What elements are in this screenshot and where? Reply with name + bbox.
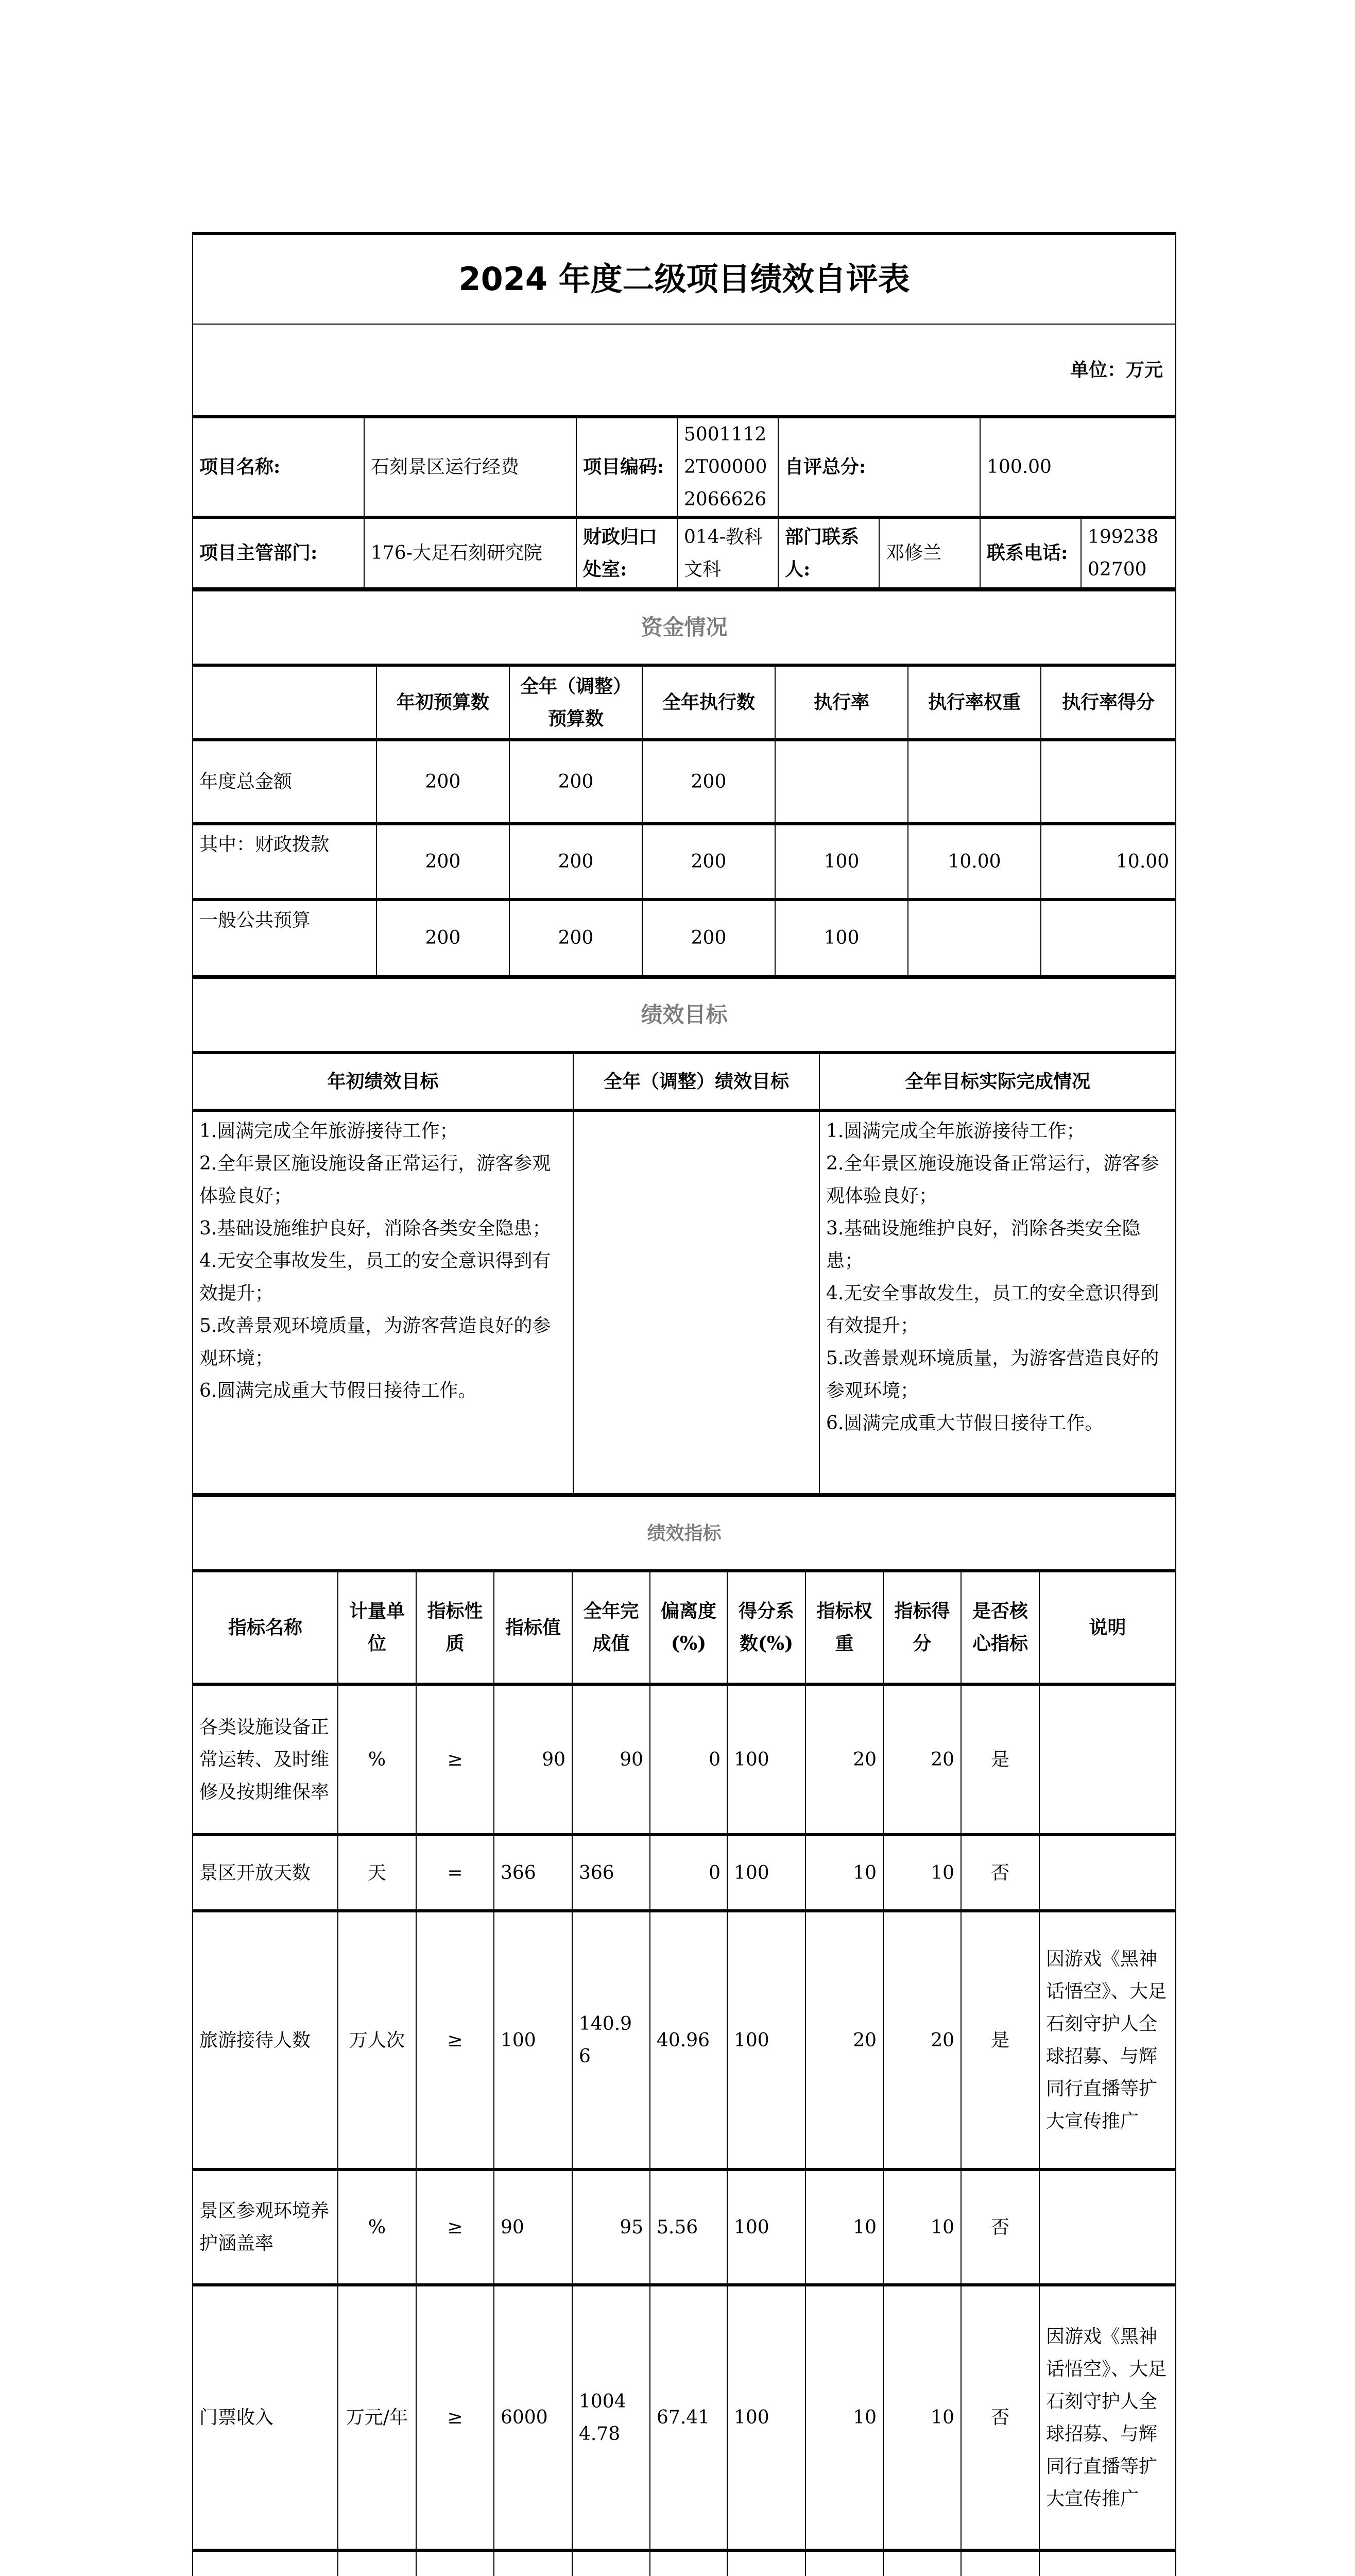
funds-adjusted: 200 <box>509 740 642 824</box>
funds-adjusted: 200 <box>509 824 642 900</box>
ind-name: 门票收入 <box>193 2285 338 2550</box>
project-code-label: 项目编码: <box>576 417 677 517</box>
ind-name: 各类设施设备正常运转、及时维修及按期维保率 <box>193 1684 338 1835</box>
ind-weight: 10 <box>805 2170 883 2285</box>
goal-item: 2.全年景区施设施设备正常运行，游客参观体验良好； <box>826 1153 1159 1207</box>
ind-weight: 20 <box>805 1684 883 1835</box>
ind-unit: 万元/年 <box>338 2285 416 2550</box>
ind-unit: % <box>338 1684 416 1835</box>
finance-office-value: 014-教科文科 <box>677 517 778 588</box>
funds-row-label: 年度总金额 <box>193 740 376 824</box>
ind-header-nature: 指标性质 <box>416 1571 494 1684</box>
ind-score: 10 <box>883 2170 961 2285</box>
goals-adjusted-list <box>573 1110 819 1494</box>
goal-item: 5.改善景观环境质量，为游客营造良好的参观环境； <box>826 1348 1159 1401</box>
ind-note <box>1039 1684 1176 1835</box>
funds-executed: 200 <box>642 900 775 975</box>
goals-header-adjusted: 全年（调整）绩效目标 <box>573 1053 819 1110</box>
goal-item: 6.圆满完成重大节假日接待工作。 <box>199 1380 477 1401</box>
performance-self-evaluation-form <box>192 232 1175 2576</box>
goal-item: 5.改善景观环境质量，为游客营造良好的参观环境； <box>199 1315 551 1369</box>
project-name-label: 项目名称: <box>193 417 364 517</box>
funds-initial: 200 <box>376 824 509 900</box>
project-name-value: 石刻景区运行经费 <box>364 417 576 517</box>
funds-row-label: 一般公共预算 <box>193 900 376 975</box>
ind-coef: 100 <box>727 2285 805 2550</box>
funds-initial: 200 <box>376 740 509 824</box>
indicator-row <box>193 1684 1176 1835</box>
dept-value: 176-大足石刻研究院 <box>364 517 576 588</box>
goal-item: 4.无安全事故发生，员工的安全意识得到有效提升； <box>199 1250 551 1304</box>
funds-rate <box>775 740 908 824</box>
unit-label: 单位：万元 <box>193 324 1176 417</box>
phone-value: 19923802700 <box>1081 517 1176 588</box>
ind-header-core: 是否核心指标 <box>961 1571 1039 1684</box>
indicator-row <box>193 2285 1176 2550</box>
goals-actual-list <box>819 1110 1176 1494</box>
goals-header-actual: 全年目标实际完成情况 <box>819 1053 1176 1110</box>
project-code-value: 50011122T000002066626 <box>677 417 778 517</box>
funds-row-label: 其中：财政拨款 <box>193 824 376 900</box>
ind-coef <box>727 2550 805 2576</box>
ind-note <box>1039 1835 1176 1911</box>
funds-weight <box>908 900 1041 975</box>
ind-deviation: 0 <box>650 1684 727 1835</box>
dept-label: 项目主管部门: <box>193 517 364 588</box>
funds-section-title: 资金情况 <box>193 590 1176 665</box>
header-table <box>192 232 1176 588</box>
funds-header-weight: 执行率权重 <box>908 665 1041 740</box>
ind-deviation: 5.56 <box>650 2170 727 2285</box>
ind-actual <box>572 2550 650 2576</box>
ind-header-coef: 得分系数(%) <box>727 1571 805 1684</box>
ind-deviation: 40.96 <box>650 1911 727 2170</box>
ind-deviation <box>650 2550 727 2576</box>
ind-coef: 100 <box>727 1911 805 2170</box>
ind-unit: 万人次 <box>338 1911 416 2170</box>
ind-core: 否 <box>961 2285 1039 2550</box>
contact-value: 邓修兰 <box>879 517 980 588</box>
ind-target: 90 <box>494 1684 572 1835</box>
funds-table <box>192 588 1176 976</box>
ind-score: 10 <box>883 2285 961 2550</box>
funds-header-score: 执行率得分 <box>1041 665 1176 740</box>
ind-deviation: 0 <box>650 1835 727 1911</box>
ind-header-target: 指标值 <box>494 1571 572 1684</box>
ind-target <box>494 2550 572 2576</box>
ind-nature: ≥ <box>416 2285 494 2550</box>
goals-section-title: 绩效目标 <box>193 977 1176 1053</box>
ind-deviation: 67.41 <box>650 2285 727 2550</box>
funds-executed: 200 <box>642 824 775 900</box>
ind-target: 366 <box>494 1835 572 1911</box>
ind-note <box>1039 2550 1176 2576</box>
funds-rate: 100 <box>775 900 908 975</box>
funds-row <box>193 900 1176 975</box>
ind-core: 是 <box>961 1911 1039 2170</box>
ind-note <box>1039 2170 1176 2285</box>
goal-item: 6.圆满完成重大节假日接待工作。 <box>826 1413 1104 1434</box>
goals-initial-list <box>193 1110 573 1494</box>
ind-nature: ≥ <box>416 2170 494 2285</box>
ind-nature <box>416 2550 494 2576</box>
goals-header-initial: 年初绩效目标 <box>193 1053 573 1110</box>
ind-score <box>883 2550 961 2576</box>
funds-adjusted: 200 <box>509 900 642 975</box>
ind-core: 否 <box>961 2170 1039 2285</box>
ind-score: 10 <box>883 1835 961 1911</box>
page-title: 2024 年度二级项目绩效自评表 <box>193 233 1176 324</box>
ind-target: 6000 <box>494 2285 572 2550</box>
funds-initial: 200 <box>376 900 509 975</box>
indicator-row <box>193 2550 1176 2576</box>
ind-header-score: 指标得分 <box>883 1571 961 1684</box>
ind-score: 20 <box>883 1911 961 2170</box>
funds-weight <box>908 740 1041 824</box>
ind-note: 因游戏《黑神话悟空》、大足石刻守护人全球招募、与辉同行直播等扩大宣传推广 <box>1039 1911 1176 2170</box>
funds-header-rate: 执行率 <box>775 665 908 740</box>
ind-header-name: 指标名称 <box>193 1571 338 1684</box>
ind-actual: 140.96 <box>572 1911 650 2170</box>
ind-core: 否 <box>961 1835 1039 1911</box>
funds-score <box>1041 900 1176 975</box>
ind-weight: 20 <box>805 1911 883 2170</box>
goals-table <box>192 976 1176 1494</box>
goal-item: 3.基础设施维护良好，消除各类安全隐患； <box>826 1218 1141 1272</box>
indicator-row <box>193 2170 1176 2285</box>
ind-weight: 10 <box>805 2285 883 2550</box>
ind-actual: 366 <box>572 1835 650 1911</box>
ind-nature: ≥ <box>416 1684 494 1835</box>
funds-header-blank <box>193 665 376 740</box>
ind-header-weight: 指标权重 <box>805 1571 883 1684</box>
goal-item: 2.全年景区施设施设备正常运行，游客参观体验良好； <box>199 1153 551 1207</box>
ind-name: 景区开放天数 <box>193 1835 338 1911</box>
funds-rate: 100 <box>775 824 908 900</box>
indicators-table <box>192 1494 1176 2576</box>
goal-item: 4.无安全事故发生，员工的安全意识得到有效提升； <box>826 1283 1159 1336</box>
ind-coef: 100 <box>727 2170 805 2285</box>
ind-weight <box>805 2550 883 2576</box>
ind-coef: 100 <box>727 1835 805 1911</box>
contact-label: 部门联系人: <box>778 517 879 588</box>
ind-actual: 95 <box>572 2170 650 2285</box>
funds-row <box>193 824 1176 900</box>
ind-header-deviation: 偏离度(%) <box>650 1571 727 1684</box>
ind-actual: 10044.78 <box>572 2285 650 2550</box>
goal-item: 3.基础设施维护良好，消除各类安全隐患； <box>199 1218 551 1239</box>
ind-coef: 100 <box>727 1684 805 1835</box>
ind-score: 20 <box>883 1684 961 1835</box>
ind-header-note: 说明 <box>1039 1571 1176 1684</box>
ind-core: 是 <box>961 1684 1039 1835</box>
funds-executed: 200 <box>642 740 775 824</box>
funds-row <box>193 740 1176 824</box>
ind-weight: 10 <box>805 1835 883 1911</box>
indicator-row <box>193 1911 1176 2170</box>
indicator-row <box>193 1835 1176 1911</box>
ind-unit: % <box>338 2170 416 2285</box>
ind-name: 景区参观环境养护涵盖率 <box>193 2170 338 2285</box>
ind-unit: 天 <box>338 1835 416 1911</box>
funds-score: 10.00 <box>1041 824 1176 900</box>
ind-nature: = <box>416 1835 494 1911</box>
funds-header-adjusted: 全年（调整）预算数 <box>509 665 642 740</box>
finance-office-label: 财政归口处室: <box>576 517 677 588</box>
ind-name <box>193 2550 338 2576</box>
ind-header-actual: 全年完成值 <box>572 1571 650 1684</box>
goal-item: 1.圆满完成全年旅游接待工作； <box>826 1121 1085 1142</box>
goal-item: 1.圆满完成全年旅游接待工作； <box>199 1121 458 1142</box>
ind-core <box>961 2550 1039 2576</box>
indicators-section-title: 绩效指标 <box>193 1496 1176 1571</box>
ind-name: 旅游接待人数 <box>193 1911 338 2170</box>
ind-nature: ≥ <box>416 1911 494 2170</box>
funds-score <box>1041 740 1176 824</box>
funds-header-initial: 年初预算数 <box>376 665 509 740</box>
self-score-label: 自评总分: <box>778 417 980 517</box>
funds-weight: 10.00 <box>908 824 1041 900</box>
ind-target: 90 <box>494 2170 572 2285</box>
funds-header-executed: 全年执行数 <box>642 665 775 740</box>
ind-unit <box>338 2550 416 2576</box>
ind-actual: 90 <box>572 1684 650 1835</box>
self-score-value: 100.00 <box>980 417 1176 517</box>
phone-label: 联系电话: <box>980 517 1081 588</box>
ind-target: 100 <box>494 1911 572 2170</box>
ind-note: 因游戏《黑神话悟空》、大足石刻守护人全球招募、与辉同行直播等扩大宣传推广 <box>1039 2285 1176 2550</box>
ind-header-unit: 计量单位 <box>338 1571 416 1684</box>
